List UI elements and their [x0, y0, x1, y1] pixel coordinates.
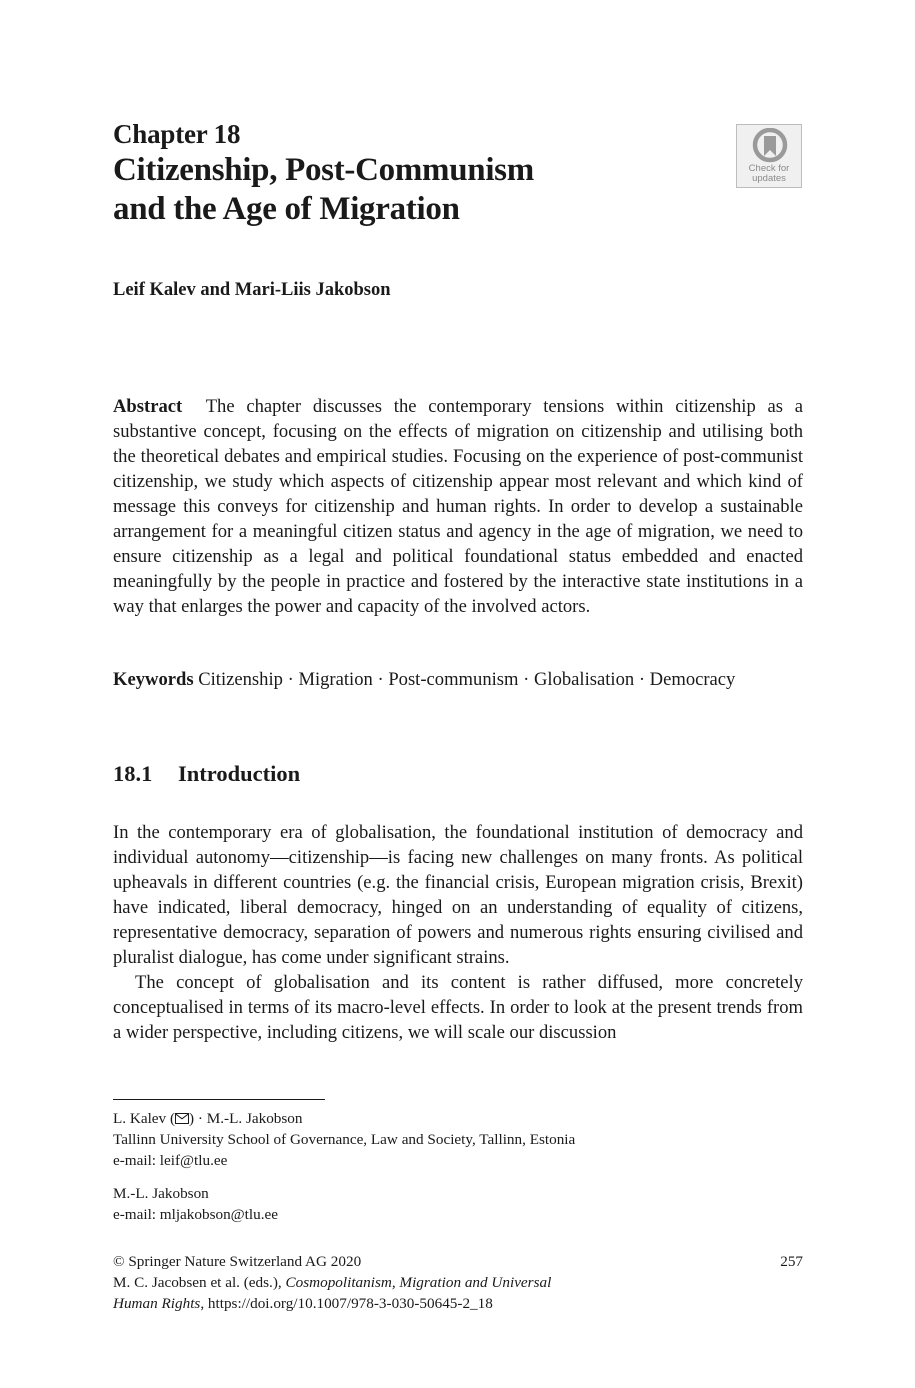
copyright: © Springer Nature Switzerland AG 2020 — [113, 1253, 362, 1270]
doi-link[interactable]: , https://doi.org/10.1007/978-3-030-50645-2_18 — [200, 1295, 493, 1312]
body-paragraph-2: The concept of globalisation and its content is rather diffused, more concretely conceptualised in terms of its macro-level effects. In order to look at the present trends from a wider perspective, including citizens, we will scale our discussion — [113, 972, 803, 1043]
envelope-icon[interactable] — [175, 1113, 189, 1124]
chapter-title — [113, 151, 534, 229]
authors: Leif Kalev and Mari-Liis Jakobson — [113, 280, 391, 300]
chapter-title-line-1: Citizenship, Post-Communism — [113, 152, 534, 188]
abstract-label: Abstract — [113, 396, 183, 417]
citation: M. C. Jacobsen et al. (eds.), Cosmopolitanism, Migration and Universal — [113, 1274, 552, 1291]
keyword: Post-communism — [388, 669, 519, 690]
book-title: Cosmopolitanism, Migration and Universal — [285, 1274, 552, 1291]
author-affiliation — [113, 1108, 575, 1171]
email-jakobson[interactable]: e-mail: mljakobson@tlu.ee — [113, 1206, 278, 1223]
keyword-separator: · — [372, 669, 389, 690]
keywords-list — [198, 669, 735, 690]
corresponding-authors: L. Kalev ( ) · M.-L. Jakobson — [113, 1110, 303, 1127]
keyword-separator: · — [282, 669, 299, 690]
chapter-label: Chapter 18 — [113, 119, 241, 149]
section-title: Introduction — [178, 761, 301, 786]
keyword-separator: · — [518, 669, 534, 690]
section-heading — [113, 760, 300, 788]
book-title-continued: Human Rights — [113, 1295, 201, 1312]
footnote-rule — [113, 1099, 325, 1100]
keyword: Citizenship — [198, 669, 283, 690]
abstract — [113, 394, 803, 619]
citation-continued — [113, 1293, 803, 1314]
keyword: Migration — [298, 669, 373, 690]
second-author-name: M.-L. Jakobson — [113, 1185, 209, 1202]
check-for-updates-badge[interactable] — [736, 124, 802, 188]
abstract-text: The chapter discusses the contemporary tensions within citizenship as a substantive concept, focusing on the effects of migration on citizenship and utilising both the theoretical debates and empirical studies. Focusing on the experience of post-communist citizenship, we study which aspects of citizenship appear most relevant and which kind of message this conveys for citizenship and human rights. In order to develop a sustainable arrangement for a meaningful citizen status and agency in the age of migration, we need to ensure citizenship as a legal and political foundational status embedded and enacted meaningfully by the people in practice and fostered by the interactive state institutions in a way that enlarges the power and capacity of the involved actors. — [113, 396, 804, 617]
second-author-block — [113, 1183, 278, 1225]
publication-info — [113, 1251, 803, 1314]
crossmark-bookmark-icon — [751, 128, 789, 164]
keywords-label: Keywords — [113, 669, 194, 690]
keyword-separator: · — [634, 669, 650, 690]
affiliation: Tallinn University School of Governance, Law and Society, Tallinn, Estonia — [113, 1131, 576, 1148]
chapter-title-line-2: and the Age of Migration — [113, 191, 460, 227]
email-kalev[interactable]: e-mail: leif@tlu.ee — [113, 1152, 228, 1169]
body-paragraph-1: In the contemporary era of globalisation, the foundational institution of democracy and individual autonomy—citizenship—is facing new challenges on many fronts. As political upheavals in different countries (e.g. the financial crisis, European migration crisis, Brexit) have indicated, liberal democracy, hinged on an understanding of equality of citizens, representative democracy, separation of powers and numerous rights ensuring civilised and pluralist dialogue, has come under significant strains. — [113, 822, 803, 968]
keywords — [113, 667, 803, 692]
section-number: 18.1 — [113, 761, 153, 786]
keyword: Democracy — [649, 669, 736, 690]
page-number: 257 — [780, 1253, 803, 1270]
badge-label: Check for updates — [748, 163, 790, 184]
keyword: Globalisation — [533, 669, 635, 690]
